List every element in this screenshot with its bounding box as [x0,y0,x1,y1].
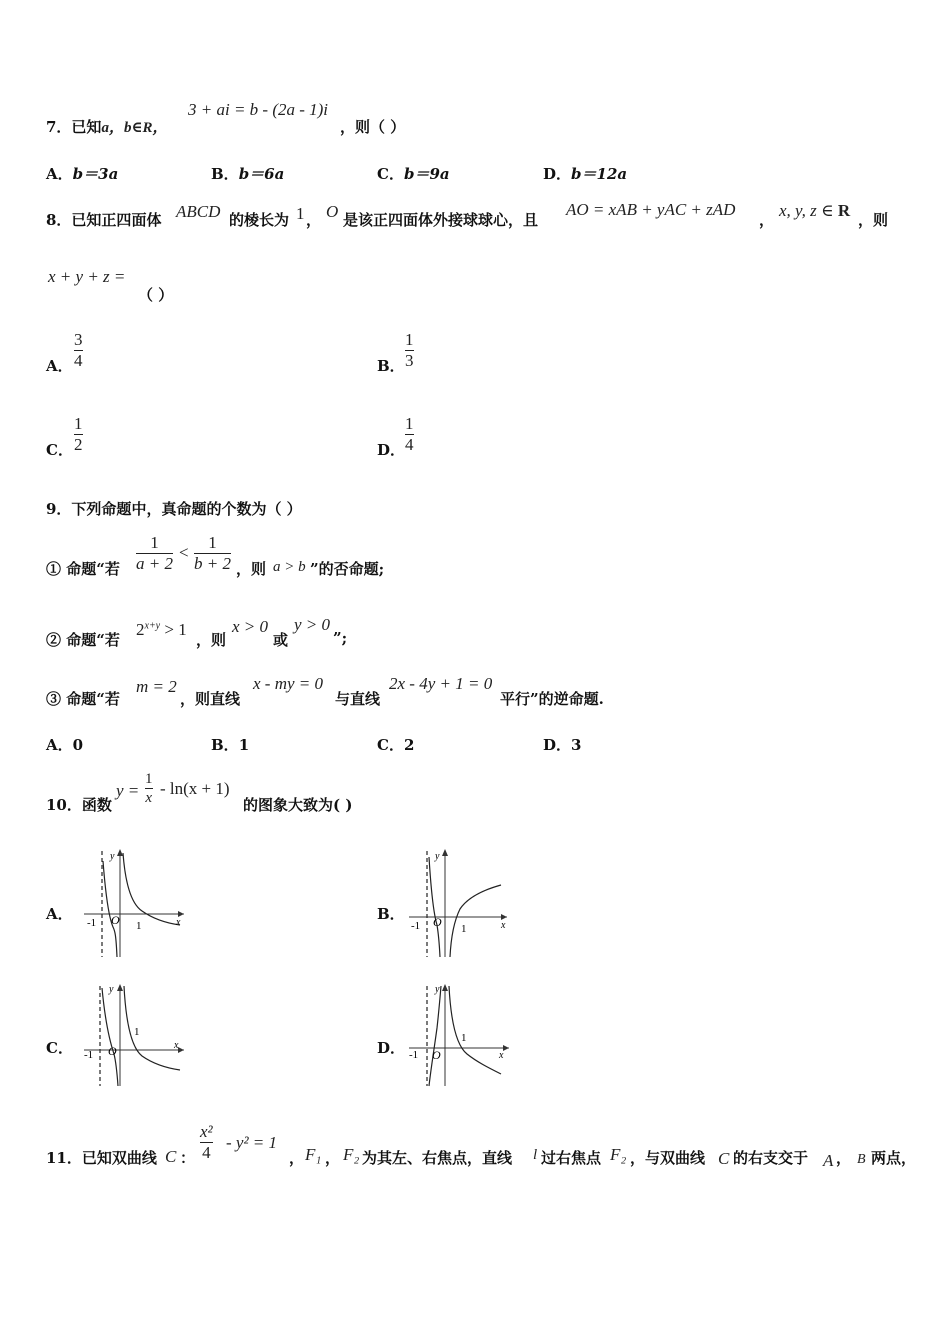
q8-comma: ， [306,211,322,229]
q7-option-d[interactable]: D．b＝12a [543,165,628,183]
q9-p2-power: $2^{x+y} > 1$ [136,620,187,639]
q9-p3-line-2: 2x - 4y + 1 = 0 [389,674,493,693]
label-origin: O [111,913,120,927]
label-x: x [174,1040,179,1051]
q11-text-2: 过右焦点 [541,1149,602,1167]
q9-stem: 9．下列命题中，真命题的个数为（ ） [46,500,302,518]
q10-fraction: $\frac{1}{x}$ [145,771,153,806]
label-neg-one: -1 [411,920,421,932]
q11-f2-b: F₂ [610,1145,627,1164]
left-branch-curve [429,986,441,1086]
q9-option-a[interactable]: A．0 [46,736,84,754]
x-axis-arrow [178,1047,184,1053]
right-branch-curve [450,885,501,957]
q11-comma: ， [289,1149,305,1167]
label-y: y [435,851,440,862]
q11-point-b: B [857,1152,866,1167]
label-one: 1 [134,1026,140,1038]
q11-text-4: 的右支交于 [733,1149,809,1167]
q9-p2-cond-y: y > 0 [294,615,331,634]
label-y: y [109,984,114,995]
label-one: 1 [461,1032,467,1044]
q11-text-3: ，与双曲线 [630,1149,706,1167]
q10-graph-b[interactable] [405,845,515,960]
q9-p1-fraction-1: $\frac{1}{a + 2}$ [136,533,173,573]
y-axis-arrow [117,849,123,856]
label-y: y [110,851,115,862]
q9-p2-or: 或 [273,631,289,649]
q9-p1-start: ① 命题“若 [46,560,120,578]
label-one: 1 [461,923,467,935]
q8-comma-2: ， [759,211,775,229]
q8-abcd: ABCD [176,202,221,221]
right-branch-curve [124,986,180,1070]
q9-p3-m: m = 2 [136,677,177,696]
label-neg-one: -1 [84,1049,94,1061]
q11-comma-2: ， [325,1149,341,1167]
q8-text-2: 是该正四面体外接球球心，且 [343,211,539,229]
q9-p3-end: 平行”的逆命题. [500,690,604,708]
q9-p2-then: ，则 [196,631,227,649]
x-axis-arrow [503,1045,509,1051]
q8-option-c-label[interactable]: C． [46,441,73,459]
q11-curve-c: C [165,1147,177,1166]
q11-point-a: A [823,1151,834,1170]
label-x: x [176,917,181,928]
q11-line-l: l [533,1147,538,1163]
q8-option-c-fraction: $\frac{1}{2}$ [74,414,83,454]
q10-ln-term: - ln(x + 1) [160,779,230,798]
q7-equation: 3 + ai = b - (2a - 1)i [188,100,329,119]
q9-option-b[interactable]: B．1 [211,736,250,754]
label-neg-one: -1 [87,917,97,929]
label-origin: O [433,915,442,929]
label-origin: O [432,1048,441,1062]
q10-y: y = [116,781,140,800]
q11-curve-c-2: C [718,1149,730,1168]
q9-p1-end: ”的否命题; [310,560,385,578]
q11-f2: F₂ [343,1145,360,1164]
q9-p1-fraction-2: $\frac{1}{b + 2}$ [194,533,231,573]
q7-paren: ，则（ ） [340,118,406,136]
q11-text-6: 两点， [871,1149,917,1167]
q11-fraction: $\frac{\text{x²}}{4}$ [200,1122,213,1162]
q8-option-d-fraction: $\frac{1}{4}$ [405,414,414,454]
q9-p1-less-than: < [179,543,189,562]
q8-option-b-fraction: $\frac{1}{3}$ [405,330,414,370]
label-x: x [499,1050,504,1061]
q11-text-5: ， [836,1149,852,1167]
q10-graph-a[interactable] [80,845,190,960]
label-y: y [435,984,440,995]
q9-p2-start: ② 命题“若 [46,631,120,649]
q10-number: 10．函数 [46,796,112,814]
q9-p1-then: ，则 [236,560,267,578]
q10-graph-c[interactable] [80,980,190,1090]
label-x: x [501,920,506,931]
q11-equation-rest: - y² = 1 [226,1133,278,1152]
q8-text-3: ，则 [858,211,889,229]
q7-number: 7．已知a，b∈R， [46,118,168,136]
label-origin: O [108,1044,117,1058]
label-one: 1 [136,920,142,932]
q11-number: 11．已知双曲线 [46,1149,157,1167]
q8-sum: x + y + z = [48,267,126,286]
q9-option-c[interactable]: C．2 [377,736,415,754]
q11-colon: ： [180,1149,196,1167]
q7-option-c[interactable]: C．b＝9a [377,165,450,183]
q7-option-a[interactable]: A．b＝3a [46,165,119,183]
q9-p3-and: 与直线 [335,690,381,708]
q10-option-c-label[interactable]: C． [46,1039,73,1057]
q8-center-o: O [326,202,339,221]
q10-tail: 的图象大致为( ) [243,796,353,814]
q9-p2-end: ”; [333,629,348,647]
q8-vector-eq: AO = xAB + yAC + zAD [566,200,736,219]
q10-option-d-label[interactable]: D． [377,1039,406,1057]
y-axis-arrow [442,984,448,991]
q8-option-d-label[interactable]: D． [377,441,406,459]
q9-p1-conclusion: a > b [273,559,306,575]
y-axis-arrow [442,849,448,856]
q8-option-a-fraction: $\frac{3}{4}$ [74,330,83,370]
q11-f1: F₁ [305,1145,322,1164]
q7-option-b[interactable]: B．b＝6a [211,165,285,183]
q9-p3-then: ，则直线 [180,690,241,708]
q10-graph-d[interactable] [405,980,515,1090]
q8-text-1: 的棱长为 [229,211,290,229]
q8-edge-length: 1 [296,204,305,223]
left-branch-curve [102,988,118,1086]
right-branch-curve [449,986,501,1074]
q9-p3-line-1: x - my = 0 [253,674,324,693]
q10-option-b-label[interactable]: B． [377,905,405,923]
label-neg-one: -1 [409,1049,419,1061]
q8-option-a-label[interactable]: A． [46,357,73,375]
left-branch-curve [103,861,117,957]
q11-text-1: 为其左、右焦点，直线 [362,1149,513,1167]
q8-option-b-label[interactable]: B． [377,357,405,375]
q8-vars: x, y, z ∈ R [779,201,851,220]
q8-paren: （ ） [138,286,174,304]
q10-option-a-label[interactable]: A． [46,905,73,923]
q9-option-d[interactable]: D．3 [543,736,582,754]
q9-p3-start: ③ 命题“若 [46,690,120,708]
q8-number: 8．已知正四面体 [46,211,162,229]
left-branch-curve [429,857,440,957]
q9-p2-cond-x: x > 0 [232,617,269,636]
y-axis-arrow [117,984,123,991]
